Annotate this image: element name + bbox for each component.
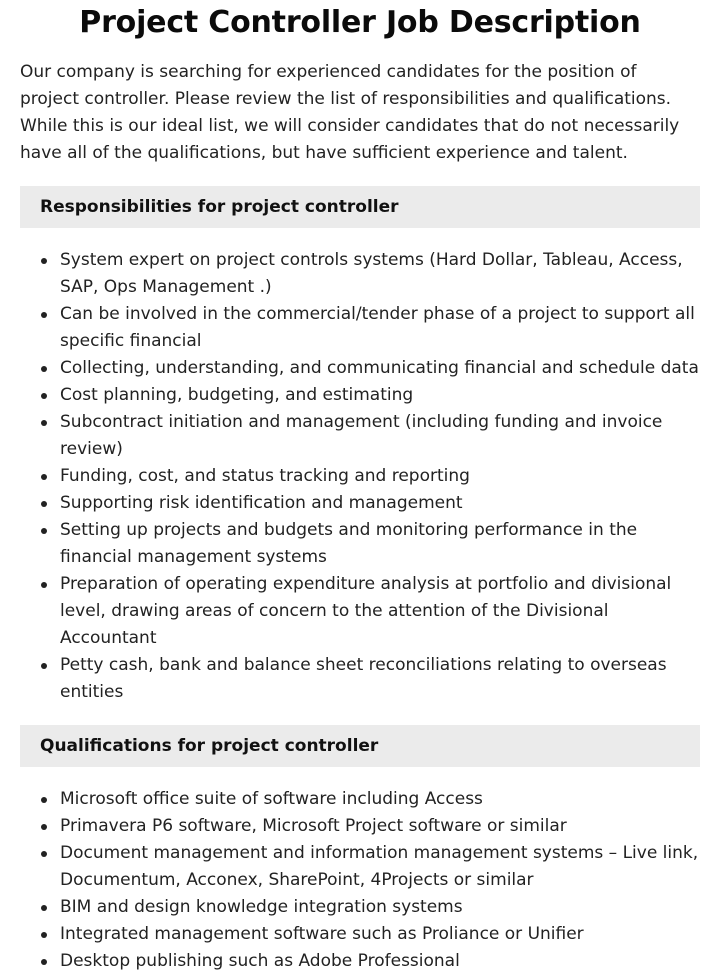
bullet-icon <box>41 393 47 399</box>
responsibilities-list <box>20 247 700 706</box>
list-item <box>60 652 700 706</box>
bullet-icon <box>41 959 47 965</box>
page-title: Project Controller Job Description <box>79 5 641 40</box>
list-item-text: System expert on project controls systems (Hard Dollar, Tableau, Access, SAP, Ops Management .) <box>60 250 683 297</box>
list-item-text: Document management and information management systems – Live link, Documentum, Acconex, SharePoint, 4Projects or similar <box>60 843 699 890</box>
list-item-text: Integrated management software such as Proliance or Unifier <box>60 924 584 944</box>
list-item-text: Setting up projects and budgets and monitoring performance in the financial management systems <box>60 520 638 567</box>
bullet-icon <box>41 474 47 480</box>
qualifications-heading: Qualifications for project controller <box>20 725 700 767</box>
bullet-icon <box>41 366 47 372</box>
list-item-text: Supporting risk identification and management <box>60 493 463 513</box>
bullet-icon <box>41 824 47 830</box>
bullet-icon <box>41 905 47 911</box>
bullet-icon <box>41 932 47 938</box>
qualifications-list <box>20 786 700 975</box>
bullet-icon <box>41 501 47 507</box>
list-item <box>60 571 700 652</box>
list-item-text: Preparation of operating expenditure analysis at portfolio and divisional level, drawing areas of concern to the attention of the Divisional Accountant <box>60 574 672 648</box>
list-item-text: Primavera P6 software, Microsoft Project software or similar <box>60 816 567 836</box>
list-item-text: Microsoft office suite of software including Access <box>60 789 483 809</box>
list-item <box>60 355 700 382</box>
intro-paragraph: Our company is searching for experienced candidates for the position of project controller. Please review the list of responsibilities and qualifications. While this is our ideal list, we will consider candidates that do not necessarily have all of the qualifications, but have sufficient experience and talent. <box>20 62 680 163</box>
list-item <box>60 463 700 490</box>
list-item <box>60 382 700 409</box>
list-item <box>60 921 700 948</box>
bullet-icon <box>41 582 47 588</box>
list-item <box>60 409 700 463</box>
bullet-icon <box>41 312 47 318</box>
list-item <box>60 301 700 355</box>
list-item-text: BIM and design knowledge integration systems <box>60 897 463 917</box>
bullet-icon <box>41 851 47 857</box>
bullet-icon <box>41 797 47 803</box>
bullet-icon <box>41 663 47 669</box>
bullet-icon <box>41 258 47 264</box>
list-item <box>60 840 700 894</box>
list-item <box>60 517 700 571</box>
list-item-text: Can be involved in the commercial/tender phase of a project to support all specific financial <box>60 304 695 351</box>
list-item <box>60 247 700 301</box>
list-item-text: Funding, cost, and status tracking and reporting <box>60 466 470 486</box>
list-item <box>60 894 700 921</box>
list-item <box>60 786 700 813</box>
list-item <box>60 490 700 517</box>
responsibilities-heading: Responsibilities for project controller <box>20 186 700 228</box>
bullet-icon <box>41 528 47 534</box>
list-item-text: Subcontract initiation and management (including funding and invoice review) <box>60 412 663 459</box>
list-item <box>60 813 700 840</box>
list-item-text: Collecting, understanding, and communicating financial and schedule data <box>60 358 699 378</box>
list-item <box>60 948 700 975</box>
list-item-text: Petty cash, bank and balance sheet reconciliations relating to overseas entities <box>60 655 667 702</box>
list-item-text: Desktop publishing such as Adobe Professional <box>60 951 460 971</box>
bullet-icon <box>41 420 47 426</box>
list-item-text: Cost planning, budgeting, and estimating <box>60 385 414 405</box>
